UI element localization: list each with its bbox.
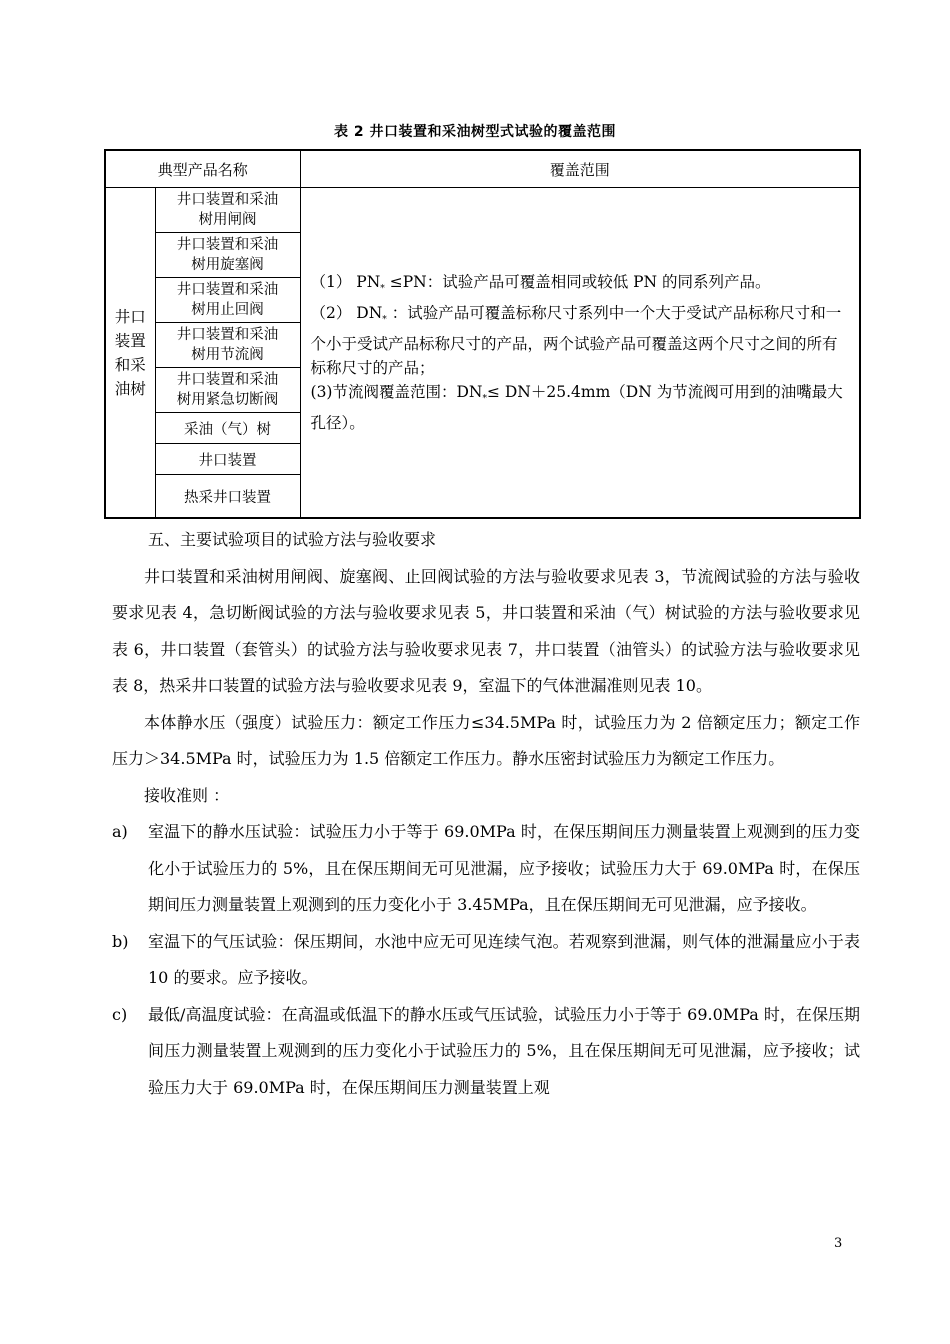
product-line: 树用旋塞阀 bbox=[191, 257, 264, 273]
product-line: 井口装置和采油 bbox=[176, 372, 279, 388]
header-coverage: 覆盖范围 bbox=[300, 150, 860, 188]
product-check-valve bbox=[155, 278, 300, 323]
table-caption: 表 2 井口装置和采油树型式试验的覆盖范围 bbox=[334, 124, 616, 140]
product-choke-valve bbox=[155, 323, 300, 368]
category-line: 和采 bbox=[114, 355, 146, 374]
category-line: 井口 bbox=[114, 307, 146, 326]
category-line: 装置 bbox=[114, 331, 146, 350]
product-line: 井口装置和采油 bbox=[176, 282, 279, 298]
coverage-rule-2: （2） $DN_*$ ：试验产品可覆盖标称尺寸系列中一个大于受试产品标称尺寸和一个小于受试产品标称尺寸的产品，两个试验产品可覆盖这两个尺寸之间的所有标称尺寸的产品； bbox=[310, 303, 842, 378]
product-thermal-wellhead: 热采井口装置 bbox=[155, 475, 300, 519]
product-emergency-shutdown-valve bbox=[155, 368, 300, 413]
list-item bbox=[112, 997, 860, 1107]
coverage-cell bbox=[300, 188, 860, 519]
header-product-name: 典型产品名称 bbox=[105, 150, 300, 188]
acceptance-criteria-heading: 接收准则 ： bbox=[144, 785, 230, 805]
product-line: 井口装置和采油 bbox=[176, 237, 279, 253]
paragraph: 本体静水压（强度）试验压力：额定工作压力≤34.5MPa 时，试验压力为 2 倍额定压力；额定工作压力＞34.5MPa 时，试验压力为 1.5 倍额定工作压力。静水压密封试验压力为额定工作压力。 bbox=[112, 712, 860, 768]
coverage-rule-3: (3)节流阀覆盖范围：$DN_*\le DN+25.4mm(DN$ 为节流阀可用到的油嘴最大孔径）。 bbox=[310, 383, 843, 433]
product-wellhead: 井口装置 bbox=[155, 444, 300, 475]
product-gate-valve bbox=[155, 188, 300, 233]
product-line: 树用闸阀 bbox=[198, 212, 257, 228]
list-item bbox=[112, 814, 860, 924]
list-text: 室温下的静水压试验：试验压力小于等于 69.0MPa 时，在保压期间压力测量装置上观测到的压力变化小于试验压力的 5%，且在保压期间无可见泄漏，应予接收；试验压力大于 69.0MPa 时，在保压期间压力测量装置上观测到的压力变化小于 3.45MPa，且在保压期间无可见泄漏，应予接收。 bbox=[148, 822, 860, 914]
coverage-table bbox=[104, 149, 861, 519]
product-plug-valve bbox=[155, 233, 300, 278]
page-number: 3 bbox=[834, 1236, 843, 1251]
list-text: 室温下的气压试验：保压期间，水池中应无可见连续气泡。若观察到泄漏，则气体的泄漏量应小于表 10 的要求。应予接收。 bbox=[148, 931, 860, 987]
product-line: 井口装置和采油 bbox=[176, 192, 279, 208]
category-cell bbox=[105, 188, 155, 519]
coverage-rule-1: （1） $PN_* \le PN$：试验产品可覆盖相同或较低 PN 的同系列产品。 bbox=[310, 272, 771, 294]
section-title: 五、主要试验项目的试验方法与验收要求 bbox=[148, 530, 437, 549]
list-label: a) bbox=[112, 822, 128, 841]
list-text: 最低/高温度试验：在高温或低温下的静水压或气压试验，试验压力小于等于 69.0MPa 时，在保压期间压力测量装置上观测到的压力变化小于试验压力的 5%，且在保压期间无可见泄漏，应予接收；试验压力大于 69.0MPa 时，在保压期间压力测量装置上观 bbox=[148, 1004, 860, 1097]
product-line: 树用止回阀 bbox=[191, 302, 264, 318]
product-christmas-tree: 采油（气）树 bbox=[155, 413, 300, 444]
product-line: 井口装置和采油 bbox=[176, 327, 279, 343]
list-item bbox=[112, 924, 860, 997]
product-line: 树用紧急切断阀 bbox=[176, 392, 279, 408]
category-line: 油树 bbox=[114, 379, 146, 398]
list-label: b) bbox=[112, 931, 129, 951]
product-line: 树用节流阀 bbox=[191, 347, 264, 363]
list-label: c) bbox=[112, 1004, 128, 1024]
body-text bbox=[112, 522, 860, 1106]
paragraph: 井口装置和采油树用闸阀、旋塞阀、止回阀试验的方法与验收要求见表 3，节流阀试验的方法与验收要求见表 4，急切断阀试验的方法与验收要求见表 5，井口装置和采油（气）树试验的方法与验收要求见表 6，井口装置（套管头）的试验方法与验收要求见表 7，井口装置（油管头）的试验方法与验收要求见表 8，热采井口装置的试验方法与验收要求见表 9，室温下的气体泄漏准则见表 10。 bbox=[112, 566, 860, 695]
